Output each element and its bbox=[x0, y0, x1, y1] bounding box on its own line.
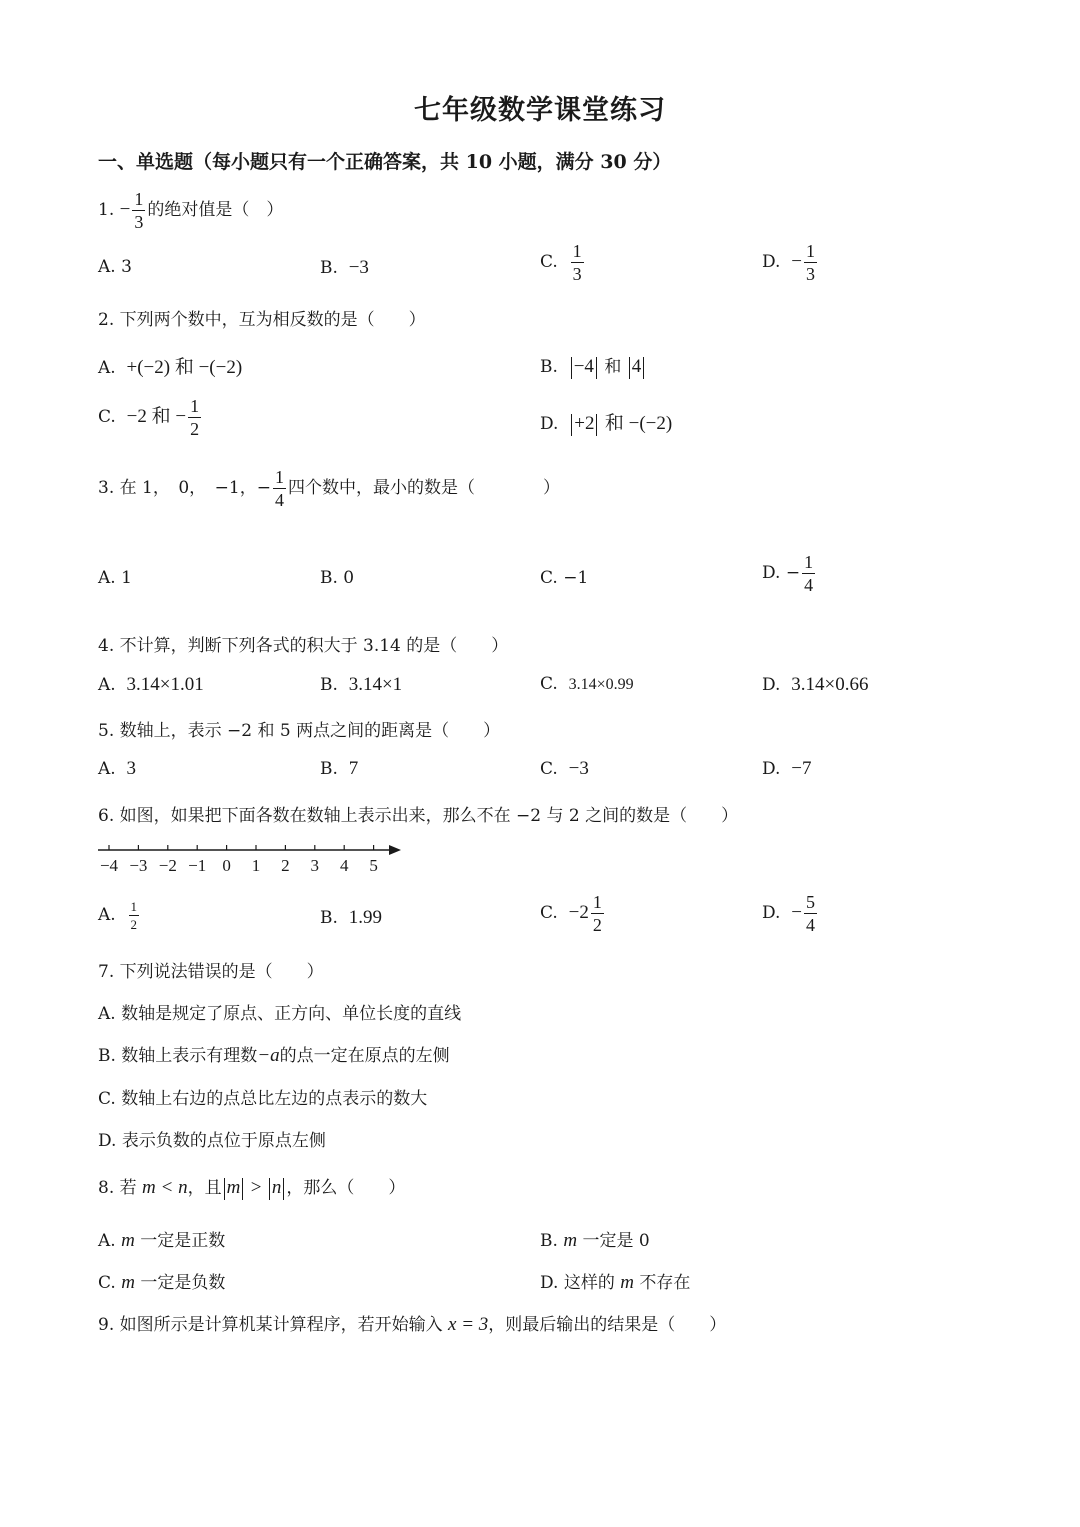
q7-option-a: A. 数轴是规定了原点、正方向、单位长度的直线 bbox=[98, 1004, 462, 1024]
q3-d-fraction bbox=[802, 553, 815, 594]
q1-number: 1. bbox=[98, 200, 115, 220]
q5-option-d bbox=[762, 758, 811, 780]
q5-c-label: C. bbox=[540, 759, 558, 779]
q2-option-a bbox=[98, 352, 242, 379]
q5-b-label: B. bbox=[320, 759, 338, 779]
q5-d-value: −7 bbox=[791, 758, 812, 779]
q2-d-v1: +2 bbox=[574, 413, 595, 434]
q1-c-num: 1 bbox=[572, 241, 582, 261]
q2-b-v2: 4 bbox=[631, 356, 642, 377]
q6-b-label: B. bbox=[320, 908, 338, 928]
q5-a-value: 3 bbox=[126, 758, 136, 779]
q8-d-var: m bbox=[620, 1272, 634, 1293]
q8-c-text: 一定是负数 bbox=[140, 1273, 226, 1293]
tick-label: −3 bbox=[129, 856, 148, 875]
q2-c-fraction bbox=[188, 397, 201, 438]
q8-option-c bbox=[98, 1268, 225, 1294]
q8-option-a bbox=[98, 1226, 225, 1252]
q1-d-den: 3 bbox=[805, 264, 815, 284]
q8-post: ，那么（ ） bbox=[286, 1178, 406, 1198]
q3-post: 四个数中，最小的数是（ ） bbox=[287, 478, 560, 498]
q1-d-num: 1 bbox=[805, 241, 815, 261]
abs-bar bbox=[643, 357, 644, 379]
question-1 bbox=[98, 190, 283, 231]
q6-option-b bbox=[320, 907, 382, 929]
q7-option-d: D. 表示负数的点位于原点左侧 bbox=[98, 1131, 326, 1151]
q1-d-label: D. bbox=[762, 252, 781, 272]
q1-option-d bbox=[762, 242, 819, 283]
q3-frac-den: 4 bbox=[274, 490, 284, 510]
q8-a-var: m bbox=[121, 1230, 135, 1251]
question-9 bbox=[98, 1310, 726, 1336]
tick-label: 0 bbox=[222, 856, 231, 875]
q4-d-value: 3.14×0.66 bbox=[791, 674, 869, 695]
q8-num: 8. 若 bbox=[98, 1178, 137, 1198]
q1-frac-den: 3 bbox=[134, 212, 144, 232]
q6-c-label: C. bbox=[540, 903, 558, 923]
q3-option-a: A. 1 bbox=[98, 568, 132, 588]
q2-c-value: −2 和 − bbox=[126, 406, 187, 427]
q1-option-a: A. 3 bbox=[98, 257, 132, 277]
q8-c-var: m bbox=[121, 1272, 135, 1293]
q8-n: n bbox=[271, 1177, 282, 1198]
q4-option-a bbox=[98, 674, 204, 696]
q7-b-pre: B. 数轴上表示有理数 bbox=[98, 1046, 258, 1066]
q1-c-fraction bbox=[571, 242, 584, 283]
q4-a-label: A. bbox=[98, 675, 116, 695]
q8-a-text: 一定是正数 bbox=[140, 1231, 226, 1251]
q6-d-label: D. bbox=[762, 903, 781, 923]
q2-a-value: +(−2) 和 −(−2) bbox=[126, 357, 243, 378]
q5-option-b bbox=[320, 758, 358, 780]
q8-b-var: m bbox=[563, 1230, 578, 1251]
q6-c-fraction bbox=[591, 893, 604, 934]
q6-b-value: 1.99 bbox=[348, 907, 382, 928]
q6-d-fraction bbox=[804, 893, 817, 934]
q1-frac-num: 1 bbox=[134, 189, 144, 209]
q6-option-c bbox=[540, 893, 606, 934]
q1-fraction bbox=[132, 190, 145, 231]
q6-a-num: 1 bbox=[130, 899, 137, 914]
q3-d-label: D. − bbox=[762, 563, 801, 583]
q7-b-var: −a bbox=[257, 1045, 280, 1066]
q4-option-c bbox=[540, 674, 634, 694]
tick-label: −2 bbox=[158, 856, 177, 875]
q9-post: ，则最后输出的结果是（ ） bbox=[488, 1315, 727, 1335]
q3-fraction bbox=[273, 468, 286, 509]
q6-option-d bbox=[762, 893, 819, 934]
q3-option-b: B. 0 bbox=[320, 568, 355, 588]
q6-c-den: 2 bbox=[592, 915, 602, 935]
q4-c-value: 3.14×0.99 bbox=[568, 676, 634, 693]
q6-d-num: 5 bbox=[805, 892, 815, 912]
q4-a-value: 3.14×1.01 bbox=[126, 674, 204, 695]
section-heading: 一、单选题（每小题只有一个正确答案，共 10 小题，满分 30 分） bbox=[98, 151, 672, 173]
q3-frac-num: 1 bbox=[274, 467, 284, 487]
q3-option-d bbox=[762, 553, 817, 594]
q6-a-den: 2 bbox=[130, 917, 137, 932]
tick-label: 3 bbox=[310, 856, 320, 875]
q9-expr: x = 3 bbox=[448, 1314, 489, 1335]
question-3 bbox=[98, 468, 560, 509]
q8-d-label: D. 这样的 bbox=[540, 1273, 615, 1293]
q8-a-label: A. bbox=[98, 1231, 116, 1251]
q4-d-label: D. bbox=[762, 675, 781, 695]
q3-d-num: 1 bbox=[804, 552, 814, 572]
q2-option-c bbox=[98, 397, 203, 438]
q6-d-sign: − bbox=[791, 902, 802, 923]
q1-b-value: −3 bbox=[348, 257, 369, 278]
q6-a-label: A. bbox=[98, 905, 116, 925]
q8-condition: m < n bbox=[142, 1177, 188, 1198]
q1-option-b bbox=[320, 257, 369, 279]
tick-label: −4 bbox=[99, 856, 119, 875]
question-2: 2. 下列两个数中，互为相反数的是（ ） bbox=[98, 310, 426, 330]
abs-bar bbox=[629, 357, 630, 379]
q8-b-text: 一定是 0 bbox=[582, 1231, 650, 1251]
q2-option-d bbox=[540, 408, 672, 436]
q4-option-b bbox=[320, 674, 402, 696]
abs-bar bbox=[242, 1178, 243, 1200]
abs-bar bbox=[596, 357, 597, 379]
q2-b-label: B. bbox=[540, 357, 558, 377]
q3-option-c: C. −1 bbox=[540, 568, 589, 588]
q2-c-label: C. bbox=[98, 407, 116, 427]
q5-option-c bbox=[540, 758, 589, 780]
q1-d-fraction bbox=[804, 242, 817, 283]
q1-c-label: C. bbox=[540, 252, 558, 272]
q9-pre: 9. 如图所示是计算机某计算程序，若开始输入 bbox=[98, 1315, 443, 1335]
q5-option-a bbox=[98, 758, 136, 780]
q4-c-label: C. bbox=[540, 674, 558, 694]
q1-option-c bbox=[540, 242, 586, 283]
q8-option-b bbox=[540, 1226, 650, 1252]
q6-c-whole: −2 bbox=[568, 902, 589, 923]
question-5: 5. 数轴上，表示 −2 和 5 两点之间的距离是（ ） bbox=[98, 721, 501, 741]
q8-option-d bbox=[540, 1268, 690, 1294]
q5-d-label: D. bbox=[762, 759, 781, 779]
abs-bar bbox=[269, 1178, 270, 1200]
tick-label: −1 bbox=[188, 856, 207, 875]
question-7: 7. 下列说法错误的是（ ） bbox=[98, 962, 324, 982]
abs-bar bbox=[283, 1178, 284, 1200]
q2-option-b bbox=[540, 352, 646, 379]
q6-a-fraction bbox=[129, 900, 140, 931]
q1-stem: 的绝对值是（ ） bbox=[147, 200, 284, 220]
q5-a-label: A. bbox=[98, 759, 116, 779]
abs-bar bbox=[571, 414, 572, 436]
q8-b-label: B. bbox=[540, 1231, 558, 1251]
q5-b-value: 7 bbox=[348, 758, 359, 779]
q2-b-v1: −4 bbox=[573, 356, 594, 377]
q1-b-label: B. bbox=[320, 258, 338, 278]
q2-d-rest: 和 −(−2) bbox=[604, 413, 673, 434]
q6-d-den: 4 bbox=[805, 915, 815, 935]
q8-c-label: C. bbox=[98, 1273, 116, 1293]
q7-option-b bbox=[98, 1041, 450, 1067]
page-title: 七年级数学课堂练习 bbox=[414, 95, 666, 126]
q7-option-c: C. 数轴上右边的点总比左边的点表示的数大 bbox=[98, 1089, 428, 1109]
abs-bar bbox=[224, 1178, 225, 1200]
q7-b-post: 的点一定在原点的左侧 bbox=[279, 1046, 450, 1066]
q1-frac-sign: − bbox=[119, 199, 131, 220]
q8-d-text: 不存在 bbox=[639, 1273, 691, 1293]
q4-b-value: 3.14×1 bbox=[348, 674, 403, 695]
abs-bar bbox=[596, 414, 597, 436]
q1-c-den: 3 bbox=[572, 264, 582, 284]
q3-pre: 3. 在 1， 0， −1，− bbox=[98, 478, 271, 498]
tick-label: 2 bbox=[281, 856, 290, 875]
q2-b-and: 和 bbox=[604, 357, 622, 377]
q6-option-a bbox=[98, 900, 141, 931]
q4-b-label: B. bbox=[320, 675, 338, 695]
q1-d-sign: − bbox=[791, 251, 802, 272]
q8-m: m bbox=[226, 1177, 241, 1198]
question-6: 6. 如图，如果把下面各数在数轴上表示出来，那么不在 −2 与 2 之间的数是（ ） bbox=[98, 806, 739, 826]
number-line-arrow bbox=[389, 845, 401, 855]
abs-bar bbox=[571, 357, 572, 379]
q2-d-label: D. bbox=[540, 414, 559, 434]
tick-label: 4 bbox=[339, 856, 349, 875]
q2-a-label: A. bbox=[98, 358, 116, 378]
tick-label: 1 bbox=[251, 856, 261, 875]
q4-option-d bbox=[762, 674, 868, 696]
q8-gt: > bbox=[250, 1177, 262, 1198]
q6-c-num: 1 bbox=[592, 892, 602, 912]
tick-label: 5 bbox=[369, 856, 378, 875]
question-8 bbox=[98, 1173, 405, 1200]
q2-c-den: 2 bbox=[190, 419, 200, 439]
question-4: 4. 不计算，判断下列各式的积大于 3.14 的是（ ） bbox=[98, 636, 509, 656]
q5-c-value: −3 bbox=[568, 758, 589, 779]
q8-mid: ，且 bbox=[187, 1178, 222, 1198]
number-line-figure bbox=[95, 838, 415, 878]
q3-d-den: 4 bbox=[804, 575, 814, 595]
q2-c-num: 1 bbox=[190, 396, 200, 416]
